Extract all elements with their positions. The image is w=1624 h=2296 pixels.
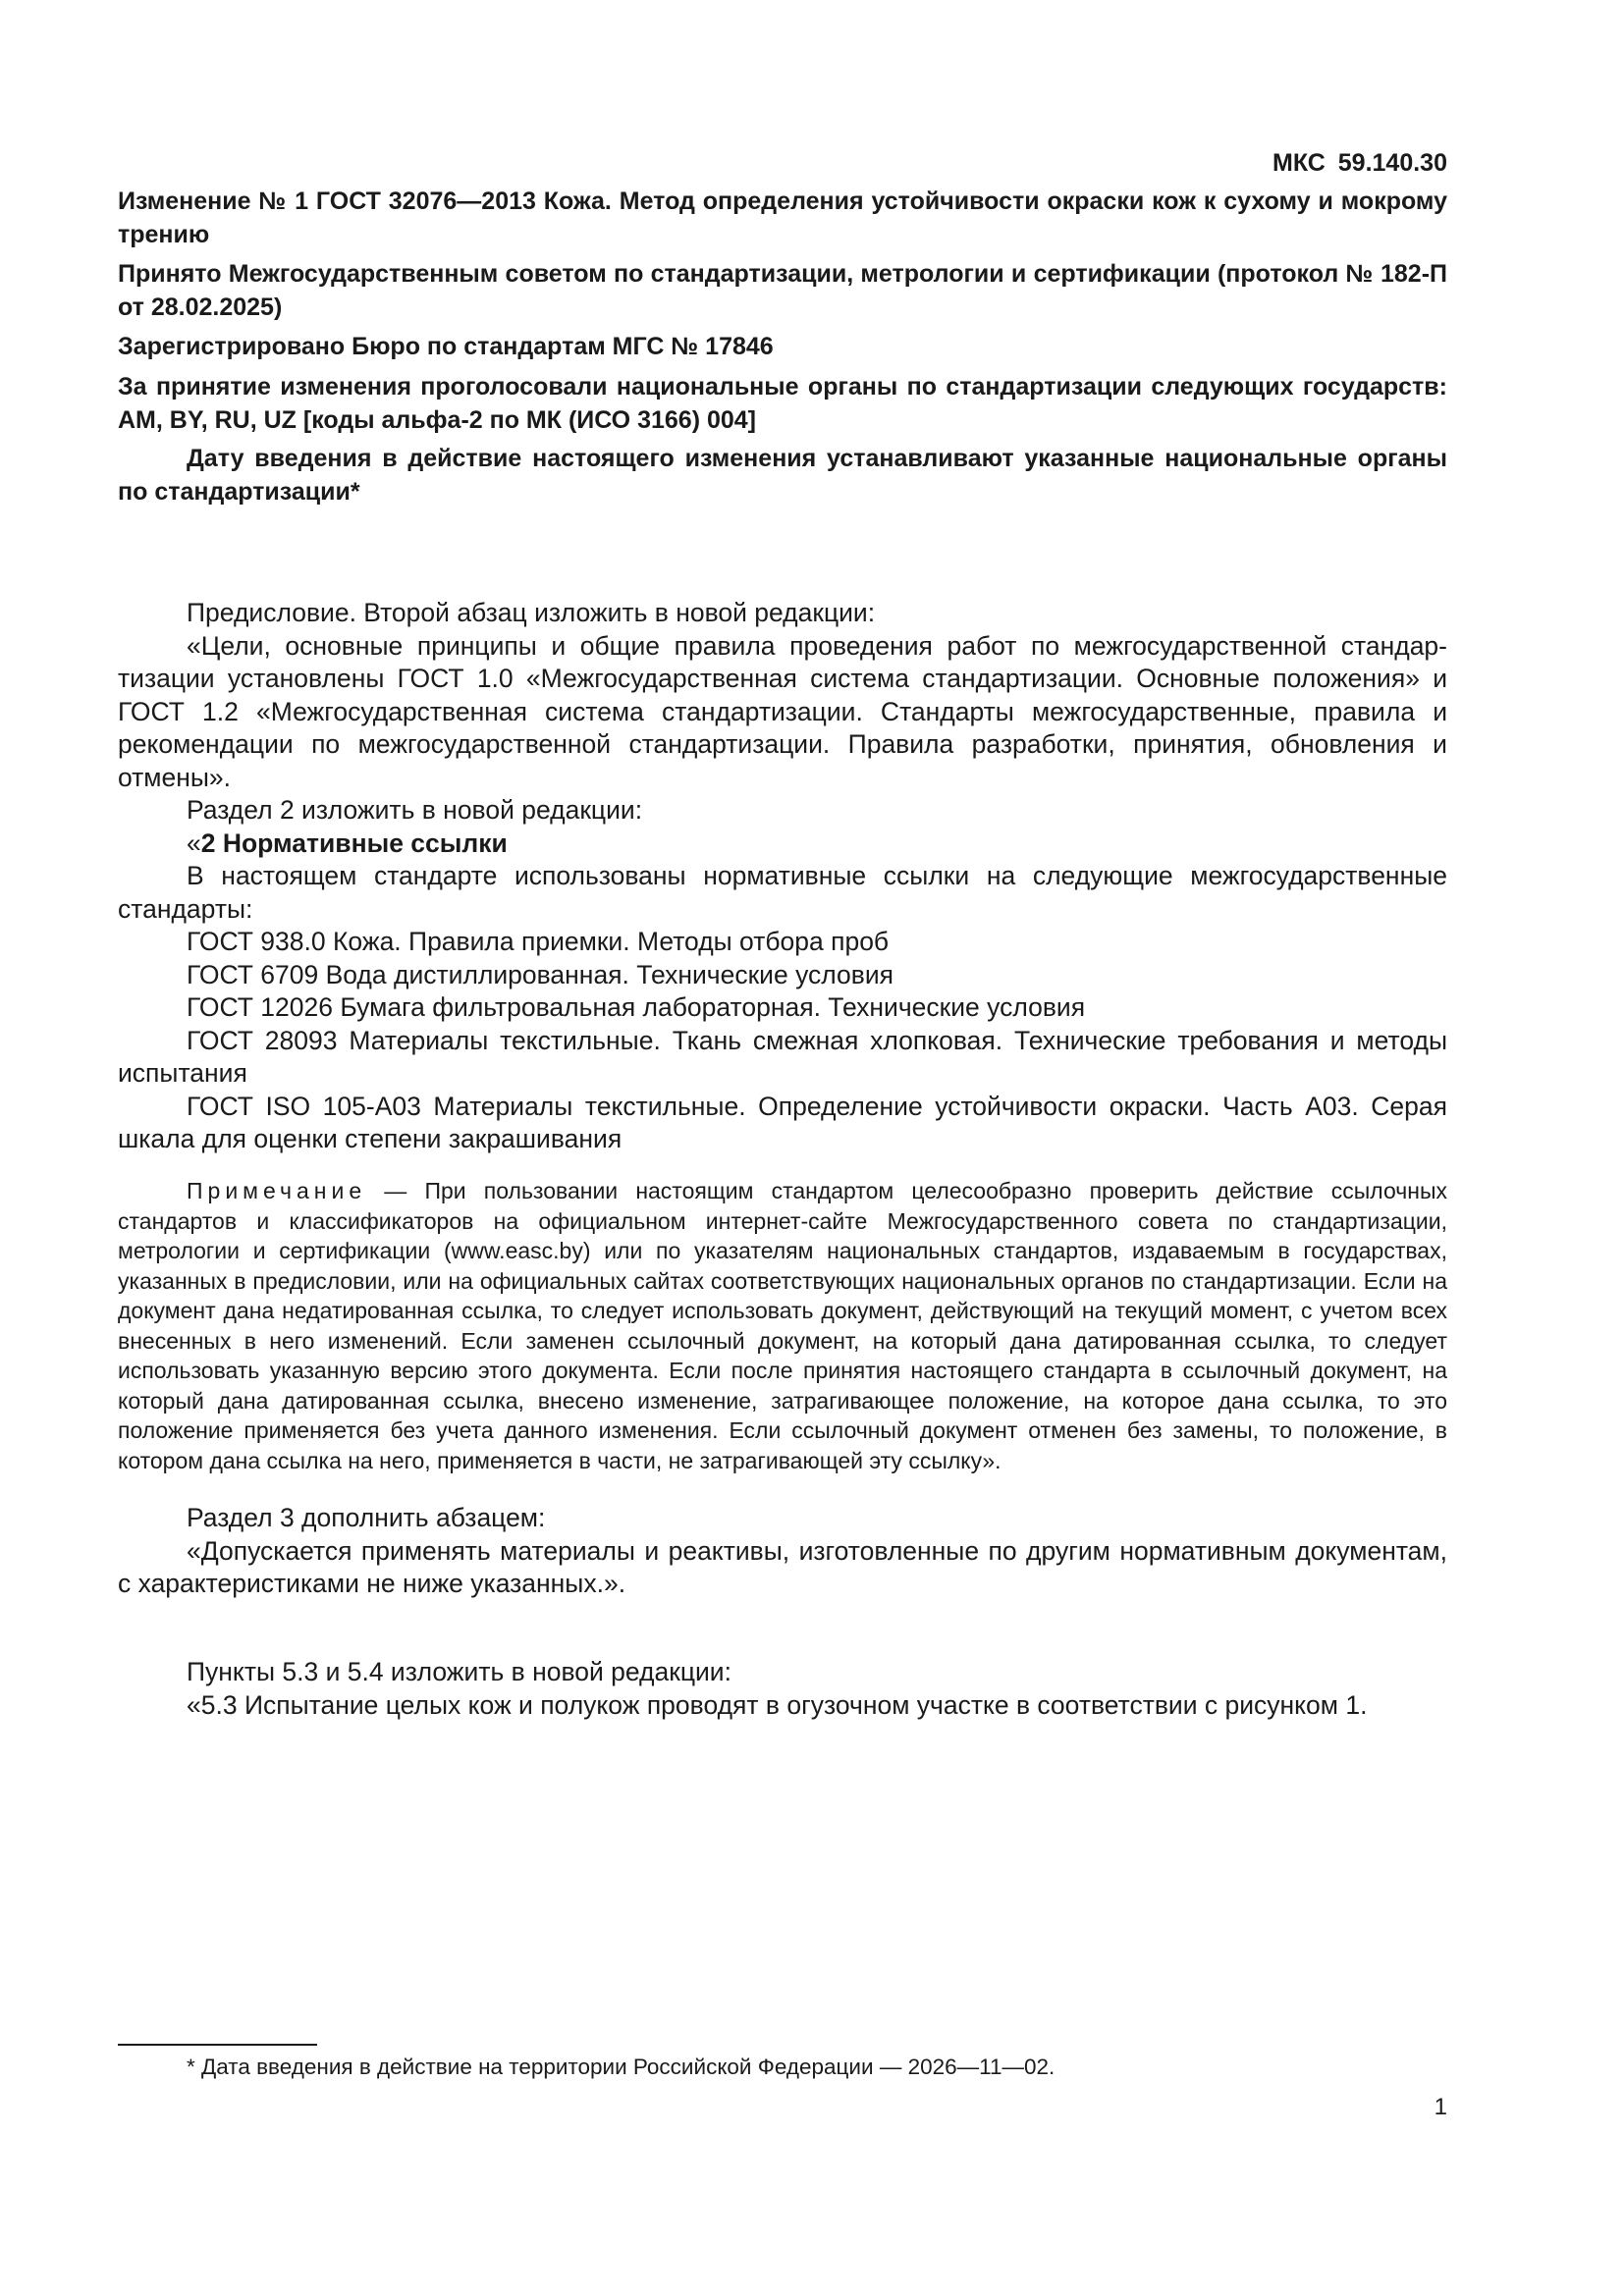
section-5-amendment — [118, 1656, 1447, 1722]
effective-date-statement: Дату введения в действие настоящего изменения устанавливают указанные национальные органы по стандартизации* — [118, 445, 1447, 506]
body-paragraph: «Цели, основные принципы и общие правила проведения работ по межгосударственной стандартизации установлены ГОСТ 1.0 «Межгосударственная система стандартизации. Основные положения» и ГОСТ 1.2 «Межгосударственная система стандартизации. Стандарты межгосударственные, правила и рекомендации по межгосударственной стандартизации. Правила разработки, принятия, обновления и отмены». — [118, 630, 1447, 792]
reference-item: ГОСТ ISO 105-A03 Материалы текстильные. Определение устойчивости окраски. Часть А03. Серая шкала для оценки степени закрашивания — [118, 1091, 1447, 1153]
footnote: * Дата введения в действие на территории Российской Федерации — 2026—11—02. — [187, 2055, 1056, 2079]
reference-item: ГОСТ 12026 Бумага фильтровальная лабораторная. Технические условия — [187, 992, 1086, 1022]
note-text: — При пользовании настоящим стандартом целесообразно проверить действие ссылочных стандартов и классификаторов на официальном интернет-сайте Межгосударственного совета по стандартизации, метрологии и сертификации (www.easc.by) или по указателям национальных стандартов, издаваемым в государствах, указанных в предисловии, или на официальных сайтах соответствующих национальных органов по стандартизации. Если на документ дана недатированная ссылка, то следует использовать документ, действующий на текущий момент, с учетом всех внесенных в него изменений. Если заменен ссылочный документ, на который дана датированная ссылка, то следует использовать указанную версию этого документа. Если после принятия настоящего стандарта в ссылочный документ, на который дана датированная ссылка, внесено изменение, затрагивающее положение, на которое дана ссылка, то это положение применяется без учета данного изменения. Если ссылочный документ отменен без замены, то положение, в котором дана ссылка на него, применяется в части, не затрагивающей эту ссылку». — [118, 1178, 1447, 1473]
body-paragraph: Пункты 5.3 и 5.4 изложить в новой редакции: — [187, 1657, 731, 1686]
reference-item: ГОСТ 938.0 Кожа. Правила приемки. Методы отбора проб — [187, 927, 890, 956]
voting-statement: За принятие изменения проголосовали национальные органы по стандартизации следующих государств: AM, BY, RU, UZ [коды альфа-2 по МК (ИСО 3166) 004] — [118, 373, 1447, 434]
body-paragraph: «Допускается применять материалы и реактивы, изготовленные по другим нормативным документам, с характеристиками не ниже указанных.». — [118, 1535, 1447, 1598]
body-paragraph: Раздел 3 дополнить абзацем: — [187, 1503, 546, 1532]
mks-code: МКС 59.140.30 — [1272, 149, 1447, 177]
body-paragraph: В настоящем стандарте использованы нормативные ссылки на следующие межгосударственные стандарты: — [118, 861, 1447, 924]
note-label: Примечание — [187, 1178, 367, 1203]
body-paragraph: Предисловие. Второй абзац изложить в новой редакции: — [187, 598, 876, 627]
amendment-title: Изменение № 1 ГОСТ 32076—2013 Кожа. Метод определения устойчивости окраски кож к сухому и мокрому трению — [118, 187, 1447, 248]
registration-statement: Зарегистрировано Бюро по стандартам МГС № 17846 — [118, 333, 774, 360]
amendment-body — [118, 597, 1447, 1156]
quote-mark: « — [187, 828, 201, 858]
reference-item: ГОСТ 28093 Материалы текстильные. Ткань смежная хлопковая. Технические требования и методы испытания — [118, 1025, 1447, 1088]
page-number: 1 — [1434, 2094, 1447, 2120]
footnote-divider — [118, 2044, 317, 2046]
adopted-statement: Принято Межгосударственным советом по стандартизации, метрологии и сертификации (протокол № 182-П от 28.02.2025) — [118, 260, 1447, 321]
section-heading-text: 2 Нормативные ссылки — [200, 828, 508, 858]
body-paragraph: Раздел 2 изложить в новой редакции: — [187, 795, 643, 825]
reference-item: ГОСТ 6709 Вода дистиллированная. Технические условия — [187, 959, 894, 989]
note-paragraph — [118, 1176, 1447, 1475]
section-3-amendment — [118, 1502, 1447, 1601]
body-paragraph: «5.3 Испытание целых кож и полукож проводят в огузочном участке в соответствии с рисунком 1. — [187, 1689, 1368, 1720]
section-heading — [118, 828, 1447, 861]
